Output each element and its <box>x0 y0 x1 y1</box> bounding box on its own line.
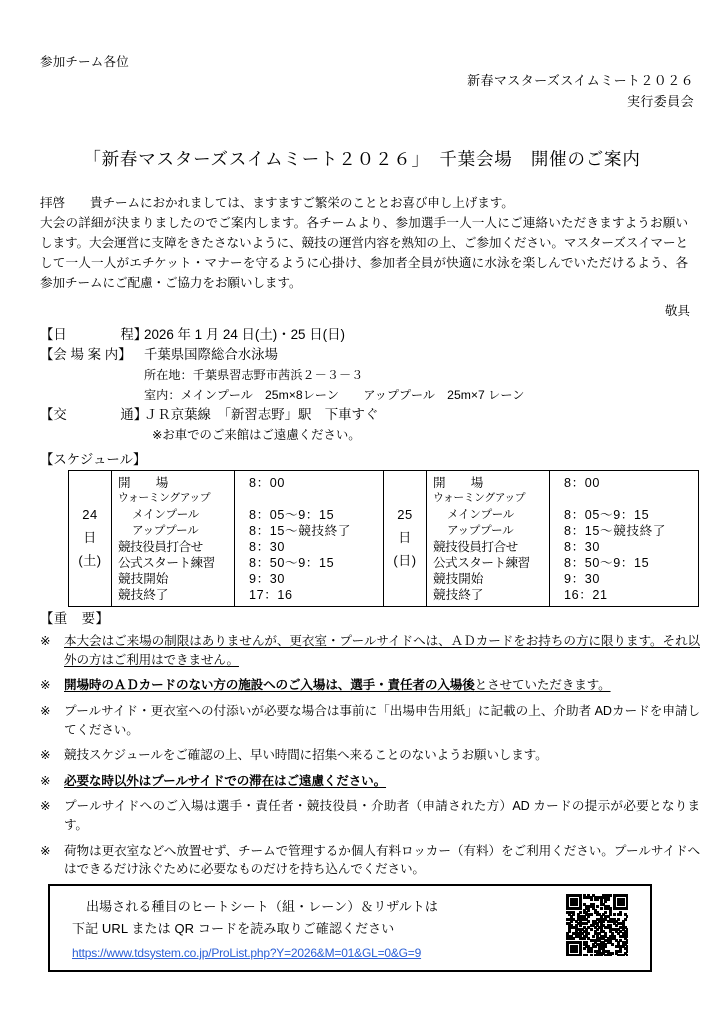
greeting-closing: 敬具 <box>664 304 690 318</box>
day-unit-0: 日 <box>83 530 97 546</box>
notice-text-6: 荷物は更衣室などへ放置せず、チームで管理するか個人有料ロッカー（有料）をご利用ください。プールサイドへはできるだけ泳ぐために必要なものだけを持ち込んでください。 <box>64 843 700 877</box>
list-item <box>40 632 700 669</box>
sched-item-1-4: 競技役員打合せ <box>433 540 518 554</box>
item-list-0 <box>112 471 234 606</box>
sched-item-0-0: 開 場 <box>118 476 169 490</box>
list-item <box>40 702 700 739</box>
sched-time-1-5: 8：50～9：15 <box>564 556 650 570</box>
bullet-mark-icon: ※ <box>40 773 51 788</box>
greeting-body: 大会の詳細が決まりましたのでご案内します。各チームより、参加選手一人一人にご連絡いただきますようお願いします。大会運営に支障をきたさないように、競技の運営内容を熟知の上、ご参加ください。マスターズスイマーとして一人一人がエチケット・マナーを守るように心掛け、参加者全員が快適に水泳を楽しんでいただけるよう、各参加チームにご配慮・ご協力をお願いします。 <box>40 215 688 290</box>
info-row-venue <box>40 345 700 365</box>
sched-time-0-2: 8：05～9：15 <box>249 508 335 522</box>
qr-box-text <box>72 896 438 963</box>
time-cell-1 <box>550 471 699 607</box>
list-item <box>40 746 700 765</box>
time-cell-0 <box>235 471 384 607</box>
sched-time-0-5: 8：50～9：15 <box>249 556 335 570</box>
item-list-1 <box>427 471 549 606</box>
qr-code-icon <box>566 894 628 956</box>
notice-text-1-bold: 開場時のＡＤカードのない方の施設へのご入場は、選手・責任者の入場後 <box>64 678 475 693</box>
important-heading: 【重 要】 <box>40 611 110 626</box>
sched-item-0-5: 公式スタート練習 <box>118 556 215 570</box>
venue-address: 所在地：千葉県習志野市茜浜２－３－３ <box>144 367 364 382</box>
date-value: 2026 年 1 月 24 日(土)・25 日(日) <box>144 327 345 342</box>
sched-time-1-3: 8：15～競技終了 <box>564 524 666 538</box>
organizer-committee: 実行委員会 <box>626 94 694 110</box>
sched-time-0-3: 8：15～競技終了 <box>249 524 351 538</box>
sched-item-0-1: ウォーミングアップ <box>118 492 211 504</box>
sched-item-0-6: 競技開始 <box>118 572 169 586</box>
sched-item-0-4: 競技役員打合せ <box>118 540 203 554</box>
notice-text-1-rest: とさせていただきます。 <box>474 678 611 693</box>
schedule-table-wrap <box>68 470 694 607</box>
result-url-link[interactable]: https://www.tdsystem.co.jp/ProList.php?Y=2026&M=01&GL=0&G=9 <box>72 945 422 960</box>
bullet-mark-icon: ※ <box>40 678 51 693</box>
bullet-mark-icon: ※ <box>40 843 51 858</box>
sched-item-1-6: 競技開始 <box>433 572 484 586</box>
item-cell-1 <box>427 471 550 607</box>
sched-time-1-1 <box>556 491 698 507</box>
bullet-mark-icon: ※ <box>40 748 51 763</box>
notice-text-2: プールサイド・更衣室への付添いが必要な場合は事前に「出場申告用紙」に記載の上、介助者 ADカードを申請してください。 <box>64 703 700 737</box>
sched-time-0-0: 8：00 <box>249 476 286 490</box>
important-notices <box>40 632 700 886</box>
day-unit-1: 日 <box>398 530 412 546</box>
sched-time-0-4: 8：30 <box>249 540 286 554</box>
sched-time-0-6: 9：30 <box>249 572 286 586</box>
day-cell-0 <box>69 471 112 607</box>
sched-time-1-7: 16：21 <box>564 588 608 602</box>
sched-item-1-3: アッププール <box>447 524 514 537</box>
list-item <box>40 842 700 879</box>
organizer-name: 新春マスターズスイムミート２０２６ <box>467 73 694 88</box>
venue-value: 千葉県国際総合水泳場 <box>144 347 278 363</box>
qr-line-1: 出場される種目のヒートシート（組・レーン）＆リザルトは <box>86 899 439 914</box>
addressee: 参加チーム各位 <box>40 55 129 69</box>
table-row <box>69 471 699 607</box>
day-number-1: 25 <box>397 507 413 523</box>
date-label: 【日 程】 <box>40 327 148 342</box>
sched-time-1-0: 8：00 <box>564 476 601 490</box>
day-cell-1 <box>384 471 427 607</box>
sched-time-0-7: 17：16 <box>249 588 293 602</box>
event-info <box>40 325 700 468</box>
notice-text-5: プールサイドへのご入場は選手・責任者・競技役員・介助者（申請された方）AD カードの提示が必要となります。 <box>64 799 700 832</box>
organizer-block <box>467 70 694 113</box>
schedule-label: 【スケジュール】 <box>40 452 147 468</box>
bullet-mark-icon: ※ <box>40 703 51 718</box>
notice-text-1 <box>64 676 700 695</box>
access-value: ＪＲ京葉線 「新習志野」駅 下車すぐ <box>144 407 379 423</box>
schedule-table <box>68 470 699 607</box>
list-item <box>40 676 700 695</box>
sched-time-1-6: 9：30 <box>564 572 601 586</box>
sched-item-1-0: 開 場 <box>433 476 484 490</box>
time-list-1 <box>550 471 698 606</box>
greeting-salutation: 拝啓 貴チームにおかれましては、ますますご繁栄のこととお喜び申し上げます。 <box>40 196 514 210</box>
bullet-mark-icon: ※ <box>40 634 51 648</box>
access-label: 【交 通】 <box>40 407 148 423</box>
sched-time-1-2: 8：05～9：15 <box>564 508 650 522</box>
venue-label: 【会 場 案 内】 <box>40 347 132 363</box>
sched-item-1-2: メインプール <box>447 508 514 521</box>
list-item <box>40 772 700 791</box>
list-item <box>40 797 700 834</box>
qr-line-2: 下記 URL または QR コードを読み取りご確認ください <box>72 921 395 937</box>
info-row-date <box>40 325 700 345</box>
notice-text-0: 本大会はご来場の制限はありませんが、更衣室・プールサイドへは、ＡＤカードをお持ちの方に限ります。それ以外の方はご利用はできません。 <box>64 634 700 667</box>
venue-pools: 室内：メインプール 25m×8レーン アッププール 25m×7 レーン <box>144 387 525 402</box>
greeting-paragraph <box>40 194 688 293</box>
sched-item-1-5: 公式スタート練習 <box>433 556 530 570</box>
page-title: 「新春マスターズスイムミート２０２６」 千葉会場 開催のご案内 <box>83 149 641 169</box>
day-weekday-0: (土) <box>78 552 102 568</box>
sched-time-1-4: 8：30 <box>564 540 601 554</box>
sched-item-1-7: 競技終了 <box>433 588 484 602</box>
time-list-0 <box>235 471 383 606</box>
notice-text-4: 必要な時以外はプールサイドでの滞在はご遠慮ください。 <box>64 773 387 788</box>
access-note: ※お車でのご来館はご遠慮ください。 <box>152 427 361 442</box>
bullet-mark-icon: ※ <box>40 799 51 814</box>
sched-item-1-1: ウォーミングアップ <box>433 492 526 504</box>
sched-item-0-7: 競技終了 <box>118 588 169 602</box>
sched-item-0-2: メインプール <box>132 508 199 521</box>
qr-info-box <box>48 884 652 972</box>
info-row-access <box>40 405 700 425</box>
sched-time-0-1 <box>241 491 383 507</box>
notice-text-3: 競技スケジュールをご確認の上、早い時間に招集へ来ることのないようお願いします。 <box>64 748 548 763</box>
day-weekday-1: (日) <box>393 552 417 568</box>
item-cell-0 <box>112 471 235 607</box>
day-number-0: 24 <box>82 507 98 523</box>
sched-item-0-3: アッププール <box>132 524 199 537</box>
